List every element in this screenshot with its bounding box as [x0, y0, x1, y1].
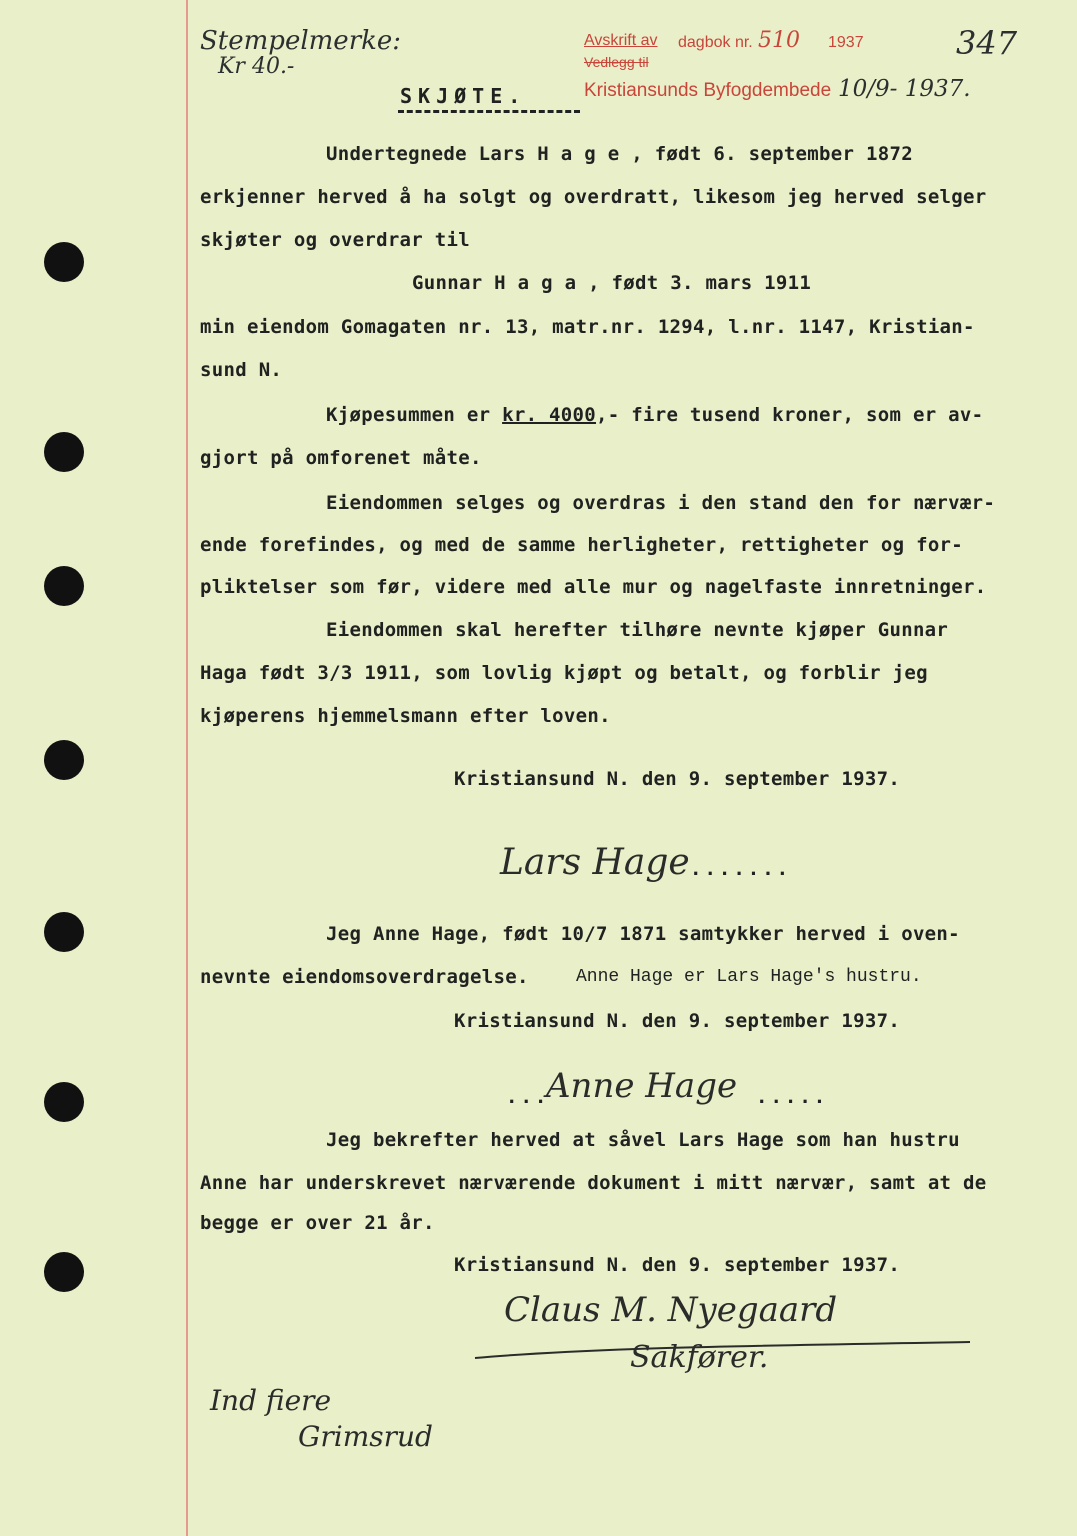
signature-dots: ... — [506, 1086, 550, 1108]
punch-hole — [44, 740, 84, 780]
margin-note-line-1: Ind fiere — [210, 1384, 332, 1417]
punch-hole — [44, 432, 84, 472]
paragraph-1-line-3: skjøter og overdrar til — [200, 229, 470, 251]
paragraph-3-line-1 — [326, 404, 983, 426]
signature-wife: Anne Hage — [546, 1066, 738, 1106]
punch-hole — [44, 1082, 84, 1122]
title-underline — [398, 110, 580, 113]
relationship-note: Anne Hage er Lars Hage's hustru. — [576, 967, 922, 987]
paragraph-7-line-2: Anne har underskrevet nærværende dokument i mitt nærvær, samt at de — [200, 1172, 987, 1194]
paragraph-6-line-1: Jeg Anne Hage, født 10/7 1871 samtykker herved i oven- — [326, 923, 960, 945]
margin-note-line-2: Grimsrud — [298, 1420, 433, 1453]
stamp-avskrift: Avskrift av — [584, 32, 658, 49]
purchase-amount: kr. 4000 — [502, 404, 597, 426]
signature-dots: ..... — [756, 1086, 829, 1108]
paragraph-2-line-1: min eiendom Gomagaten nr. 13, matr.nr. 1294, l.nr. 1147, Kristian- — [200, 316, 975, 338]
buyer-line: Gunnar H a g a , født 3. mars 1911 — [412, 272, 812, 294]
stamp-date: 10/9- 1937. — [838, 76, 971, 102]
signature-witness: Claus M. Nyegaard — [504, 1290, 838, 1330]
paragraph-4-line-3: pliktelser som før, videre med alle mur og nagelfaste innretninger. — [200, 576, 987, 598]
stamp-vedlegg: Vedlegg til — [584, 54, 649, 70]
paragraph-7-line-3: begge er over 21 år. — [200, 1212, 435, 1234]
date-line-1: Kristiansund N. den 9. september 1937. — [454, 768, 901, 790]
stamp-dagbok-label: dagbok nr. — [678, 34, 753, 51]
paragraph-5-line-2: Haga født 3/3 1911, som lovlig kjøpt og betalt, og forblir jeg — [200, 662, 928, 684]
purchase-sum-text: ,- fire tusend kroner, som er av- — [596, 404, 984, 426]
paragraph-2-line-2: sund N. — [200, 359, 283, 381]
red-margin-line — [186, 0, 188, 1536]
signature-seller: Lars Hage — [500, 842, 690, 883]
paragraph-3-line-2: gjort på omforenet måte. — [200, 447, 482, 469]
date-line-3: Kristiansund N. den 9. september 1937. — [454, 1254, 901, 1276]
page-number: 347 — [956, 24, 1018, 62]
punch-hole — [44, 912, 84, 952]
paragraph-4-line-1: Eiendommen selges og overdras i den stand den for nærvær- — [326, 492, 996, 514]
stamp-fee-amount: Kr 40.- — [218, 54, 295, 79]
dagbok-number: 510 — [758, 28, 800, 53]
punch-hole — [44, 242, 84, 282]
witness-title: Sakfører. — [630, 1340, 769, 1375]
paragraph-5-line-3: kjøperens hjemmelsmann efter loven. — [200, 705, 611, 727]
paragraph-5-line-1: Eiendommen skal herefter tilhøre nevnte kjøper Gunnar — [326, 619, 949, 641]
paragraph-1-line-2: erkjenner herved å ha solgt og overdratt, likesom jeg herved selger — [200, 186, 987, 208]
signature-dots: ....... — [690, 858, 792, 880]
punch-hole — [44, 566, 84, 606]
stamp-office: Kristiansunds Byfogdembede — [584, 80, 832, 101]
punch-hole — [44, 1252, 84, 1292]
document-title: SKJØTE. — [400, 84, 527, 108]
paragraph-4-line-2: ende forefindes, og med de samme herligheter, rettigheter og for- — [200, 534, 964, 556]
paragraph-6-line-2: nevnte eiendomsoverdragelse. — [200, 966, 529, 988]
paragraph-1-line-1: Undertegnede Lars H a g e , født 6. september 1872 — [326, 143, 913, 165]
stamp-fee-note: Stempelmerke: — [200, 26, 402, 56]
date-line-2: Kristiansund N. den 9. september 1937. — [454, 1010, 901, 1032]
purchase-sum-label: Kjøpesummen er — [326, 404, 503, 426]
paragraph-7-line-1: Jeg bekrefter herved at såvel Lars Hage som han hustru — [326, 1129, 960, 1151]
dagbok-year: 1937 — [828, 34, 864, 51]
